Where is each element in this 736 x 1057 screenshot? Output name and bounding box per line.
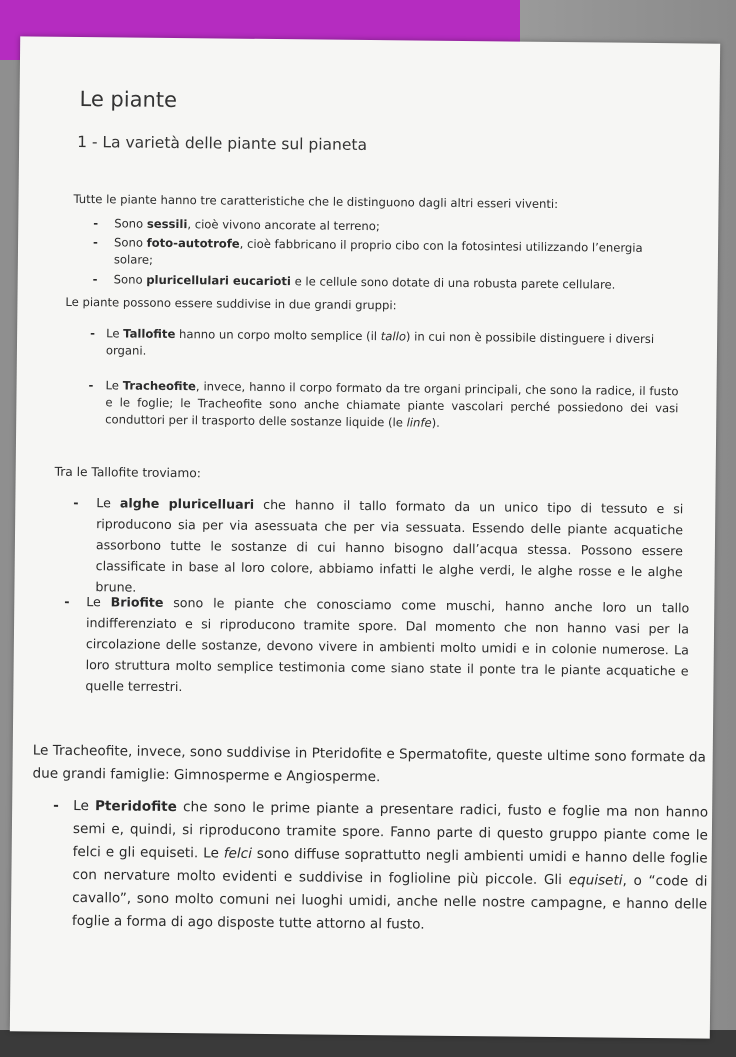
list-item: - Le Tallofite hanno un corpo molto semplice (il tallo) in cui non è possibile distinguere i diversi organi. [90,326,655,358]
list-item: - Le Pteridofite che sono le prime piante a presentare radici, fusto e foglie ma non hanno semi e, quindi, si riproducono tramite spore. Fanno parte di questo gruppo piante come le felci e gli equiseti. Le felci sono diffuse soprattutto negli ambienti umidi e hanno delle foglie con nervature molto evidenti e suddivise in foglioline più piccole. Gli equiseti, o “code di cavallo”, sono molto comuni nei luoghi umidi, anche nelle nostre campagne, e hanno delle foglie a forma di ago disposte tutte attorno al fusto. [52,795,708,940]
bullet-dash: - [53,797,59,814]
list-item: - Sono pluricellulari eucarioti e le cellule sono dotate di una robusta parete cellulare. [92,272,616,292]
bullet-dash: - [93,235,98,250]
list-item: - Le Tracheofite, invece, hanno il corpo formato da tre organi principali, che sono la radice, il fusto e le foglie; le Tracheofite sono anche chiamate piante vascolari perché possiedono dei vasi conduttori per il trasporto delle sostanze liquide (le linfe). [88,378,679,430]
bullet-dash: - [90,326,96,341]
bullet-dash: - [92,272,98,287]
bullet-dash: - [73,494,79,510]
list-item: - Sono sessili, cioè vivono ancorate al terreno; [93,216,380,234]
bullet-dash: - [93,216,99,231]
section-title: 1 - La varietà delle piante sul pianeta [77,132,368,154]
paper-sheet [10,36,720,1038]
intro-paragraph: Tutte le piante hanno tre caratteristiche che le distinguono dagli altri esseri viventi: [73,191,559,212]
list-item: - Le alghe pluricelluari che hanno il tallo formato da un unico tipo di tessuto e si riproducono sia per via asessuata che per via sessuata. Essendo delle piante acquatiche assorbono tutte le sostanze di cui hanno bisogno dall’acqua stessa. Possono essere classificate in base al loro colore, abbiamo infatti le alghe verdi, le alghe rosse e le alghe brune. [72,492,683,603]
page-title: Le piante [79,86,178,113]
list-item: - Le Briofite sono le piante che conosciamo come muschi, hanno anche loro un tallo indifferenziato e si riproducono tramite spore. Dal momento che non hanno vasi per la circolazione delle sostanze, devono vivere in ambienti molto umidi e in colonie numerose. La loro struttura molto semplice testimonia come siano state il ponte tra le piante acquatiche e quelle terrestri. [63,591,689,703]
tracheofite-intro: Le Tracheofite, invece, sono suddivise in Pteridofite e Spermatofite, queste ultime sono formate da due grandi famiglie: Gimnosperme e Angiosperme. [32,742,707,786]
bullet-dash: - [64,593,70,609]
list-item: - Sono foto-autotrofe, cioè fabbricano il proprio cibo con la fotosintesi utilizzando l’energia solare; [93,235,643,267]
bullet-dash: - [88,378,94,393]
groups-intro: Le piante possono essere suddivise in due grandi gruppi: [65,294,397,313]
tallofite-intro: Tra le Tallofite troviamo: [54,464,201,481]
